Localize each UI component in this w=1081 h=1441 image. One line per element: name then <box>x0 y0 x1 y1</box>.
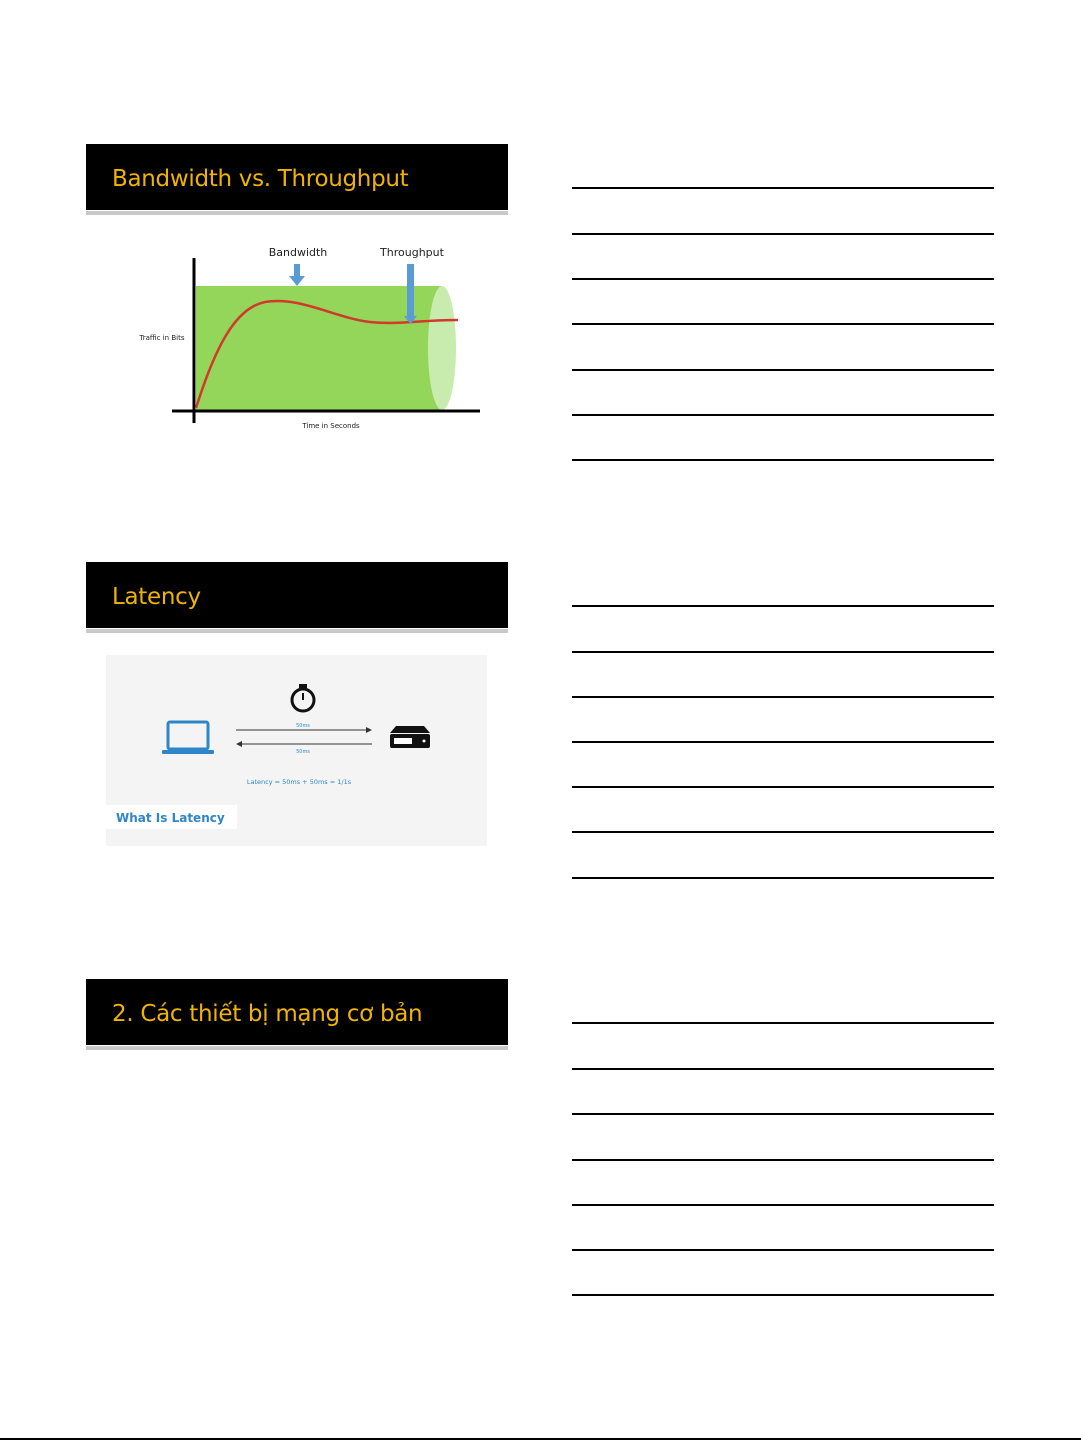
note-line <box>572 786 994 788</box>
note-line <box>572 278 994 280</box>
note-line <box>572 323 994 325</box>
slide-1-title: Bandwidth vs. Throughput <box>112 166 409 192</box>
note-line <box>572 831 994 833</box>
x-axis-label: Time in Seconds <box>302 422 360 430</box>
latency-formula: Latency = 50ms + 50ms = 1/1s <box>246 778 352 786</box>
note-line <box>572 233 994 235</box>
arrow-top-label: 50ms <box>296 723 310 729</box>
latency-figure <box>106 655 487 846</box>
bandwidth-label: Bandwidth <box>268 246 328 259</box>
bandwidth-throughput-chart <box>120 238 490 438</box>
slide-3-divider <box>86 1046 508 1050</box>
slide-3-title: 2. Các thiết bị mạng cơ bản <box>112 1001 423 1027</box>
slide-1-header <box>86 144 508 210</box>
stopwatch-icon <box>292 684 314 711</box>
pipe-end <box>428 286 456 410</box>
pipe-body <box>196 286 442 410</box>
note-line <box>572 651 994 653</box>
note-line <box>572 1294 994 1296</box>
note-line <box>572 1113 994 1115</box>
note-line <box>572 696 994 698</box>
note-line <box>572 1204 994 1206</box>
slide-2-title: Latency <box>112 584 201 610</box>
note-line <box>572 1022 994 1024</box>
note-line <box>572 459 994 461</box>
laptop-icon <box>162 722 214 754</box>
throughput-label: Throughput <box>380 246 444 259</box>
note-line <box>572 605 994 607</box>
latency-caption: What Is Latency <box>116 811 225 825</box>
arrow-bottom-label: 50ms <box>296 749 310 755</box>
note-line <box>572 877 994 879</box>
note-line <box>572 187 994 189</box>
note-line <box>572 1159 994 1161</box>
page-bottom-rule <box>0 1438 1081 1440</box>
slide-2-divider <box>86 629 508 633</box>
note-line <box>572 741 994 743</box>
slide-3-header <box>86 979 508 1045</box>
slide-1-divider <box>86 211 508 215</box>
note-line <box>572 414 994 416</box>
slide-2-header <box>86 562 508 628</box>
note-line <box>572 1249 994 1251</box>
server-icon <box>390 726 430 748</box>
bandwidth-arrow-icon <box>289 264 305 286</box>
y-axis-label: Traffic in Bits <box>139 334 185 342</box>
note-line <box>572 1068 994 1070</box>
note-line <box>572 369 994 371</box>
